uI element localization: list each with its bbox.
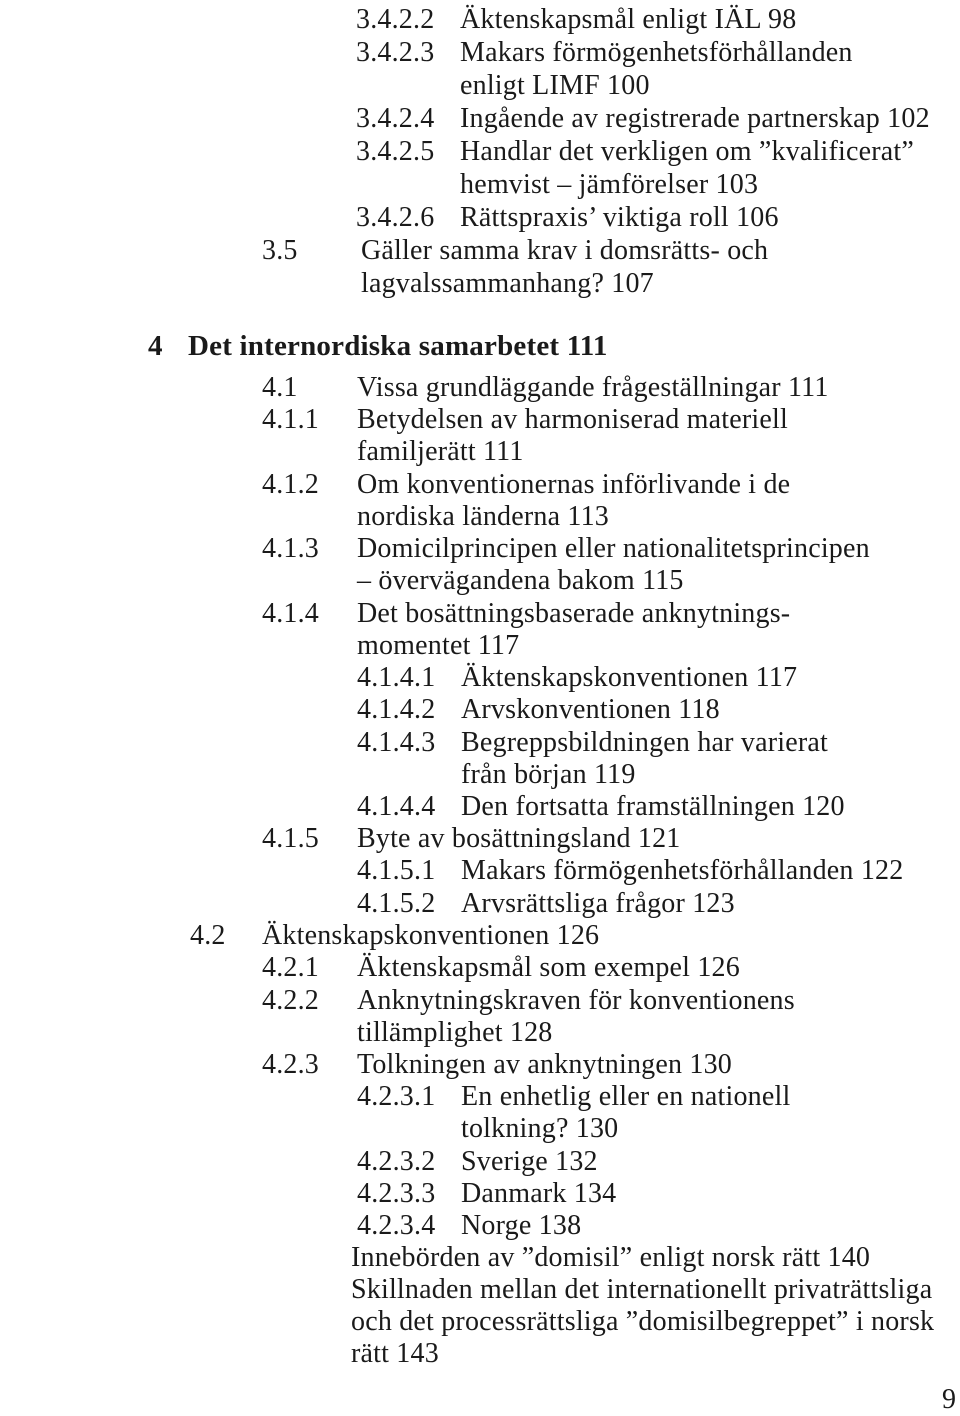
toc-entry-4-2-2 (262, 985, 795, 1017)
toc-entry-4-2-3-3 (357, 1178, 616, 1210)
entry-number: 4.2.3 (262, 1049, 319, 1080)
entry-title: familjerätt 111 (357, 436, 524, 467)
entry-number: 4.1.4 (262, 598, 319, 629)
entry-title: Makars förmögenhetsförhållanden (460, 37, 853, 68)
entry-title: Sverige 132 (461, 1146, 598, 1177)
entry-number: 4.1.4.3 (357, 727, 436, 758)
entry-title: Äktenskapskonventionen 126 (262, 920, 600, 951)
toc-entry-3-4-2-3 (356, 37, 853, 69)
entry-number: 4.1.2 (262, 469, 319, 500)
entry-title: Rättspraxis’ viktiga roll 106 (460, 202, 779, 233)
entry-title: Om konventionernas införlivande i de (357, 469, 791, 500)
entry-title: momentet 117 (357, 630, 520, 661)
toc-entry-4-2 (190, 920, 599, 952)
toc-entry-continuation (461, 1113, 618, 1145)
page-number: 9 (942, 1384, 956, 1415)
toc-entry-4-1-4 (262, 598, 790, 630)
entry-title: Äktenskapsmål enligt IÄL 98 (460, 4, 797, 35)
toc-entry-continuation (357, 436, 524, 468)
entry-number: 3.4.2.4 (356, 103, 435, 134)
toc-entry-continuation (460, 70, 650, 102)
toc-entry-4-1-3 (262, 533, 870, 565)
entry-title: Skillnaden mellan det internationellt privaträttsliga (351, 1274, 933, 1305)
entry-number: 4.1.4.2 (357, 694, 436, 725)
toc-entry-4-2-1 (262, 952, 740, 984)
toc-entry-continuation (357, 565, 684, 597)
entry-number: 3.4.2.2 (356, 4, 435, 35)
toc-entry-3-5 (262, 235, 768, 267)
entry-number: 4.2.3.4 (357, 1210, 436, 1241)
chapter-number: 4 (148, 330, 163, 362)
entry-title: Makars förmögenhetsförhållanden 122 (461, 855, 904, 886)
toc-entry-4-1-4-1 (357, 662, 797, 694)
entry-number: 4.1.3 (262, 533, 319, 564)
toc-entry-continuation (357, 1017, 553, 1049)
entry-number: 4.1.4.1 (357, 662, 436, 693)
entry-title: Betydelsen av harmoniserad materiell (357, 404, 788, 435)
toc-entry-4-1-5 (262, 823, 680, 855)
entry-title: Det bosättningsbaserade anknytnings- (357, 598, 791, 629)
entry-number: 3.4.2.3 (356, 37, 435, 68)
toc-entry-4-2-3-1 (357, 1081, 790, 1113)
toc-entry-4-1 (262, 372, 829, 404)
entry-title: Tolkningen av anknytningen 130 (357, 1049, 732, 1080)
entry-title: Begreppsbildningen har varierat (461, 727, 828, 758)
entry-title: Arvsrättsliga frågor 123 (461, 888, 735, 919)
toc-entry-3-4-2-4 (356, 103, 930, 135)
entry-number: 4.2.2 (262, 985, 319, 1016)
entry-title: Gäller samma krav i domsrätts- och (361, 235, 769, 266)
toc-entry-4-1-1 (262, 404, 788, 436)
chapter-title: Det internordiska samarbetet 111 (188, 330, 608, 362)
toc-entry-continuation (351, 1338, 439, 1370)
toc-entry-4-2-3-2 (357, 1146, 598, 1178)
entry-title: hemvist – jämförelser 103 (460, 169, 759, 200)
entry-title: Innebörden av ”domisil” enligt norsk rätt 140 (351, 1242, 871, 1273)
entry-title: nordiska länderna 113 (357, 501, 609, 532)
toc-entry-4-2-3 (262, 1049, 732, 1081)
entry-title: Vissa grundläggande frågeställningar 111 (357, 372, 829, 403)
entry-number: 4.2.3.3 (357, 1178, 436, 1209)
toc-entry-4-1-4-3 (357, 727, 828, 759)
entry-title: tillämplighet 128 (357, 1017, 553, 1048)
entry-title: rätt 143 (351, 1338, 439, 1369)
entry-number: 4.1.5.2 (357, 888, 436, 919)
toc-entry-continuation (357, 630, 519, 662)
entry-number: 4.1.4.4 (357, 791, 436, 822)
entry-number: 4.1 (262, 372, 298, 403)
entry-title: Byte av bosättningsland 121 (357, 823, 681, 854)
entry-title: En enhetlig eller en nationell (461, 1081, 791, 1112)
entry-title: och det processrättsliga ”domisilbegreppet” i norsk (351, 1306, 935, 1337)
toc-entry-4-2-3-4 (357, 1210, 581, 1242)
entry-title: Den fortsatta framställningen 120 (461, 791, 845, 822)
toc-entry-continuation (461, 759, 636, 791)
entry-title: tolkning? 130 (461, 1113, 619, 1144)
entry-title: Äktenskapsmål som exempel 126 (357, 952, 740, 983)
toc-entry-4-1-2 (262, 469, 790, 501)
entry-title: Äktenskapskonventionen 117 (461, 662, 798, 693)
entry-number: 3.4.2.6 (356, 202, 435, 233)
entry-title: enligt LIMF 100 (460, 70, 650, 101)
toc-entry-continuation (361, 268, 654, 300)
entry-number: 4.2.3.2 (357, 1146, 436, 1177)
toc-entry-4-1-4-2 (357, 694, 720, 726)
entry-title: – övervägandena bakom 115 (357, 565, 684, 596)
entry-number: 4.2.1 (262, 952, 319, 983)
entry-number: 4.1.5.1 (357, 855, 436, 886)
toc-entry-3-4-2-2 (356, 4, 796, 36)
toc-entry-continuation (460, 169, 758, 201)
entry-title: Domicilprincipen eller nationalitetsprincipen (357, 533, 870, 564)
toc-entry-3-4-2-6 (356, 202, 779, 234)
toc-entry-4-1-4-4 (357, 791, 845, 823)
toc-entry-continuation (351, 1306, 934, 1338)
toc-entry-continuation (357, 501, 609, 533)
entry-title: Arvskonventionen 118 (461, 694, 720, 725)
entry-number: 3.4.2.5 (356, 136, 435, 167)
toc-chapter-4 (148, 330, 608, 362)
entry-number: 4.1.5 (262, 823, 319, 854)
entry-title: lagvalssammanhang? 107 (361, 268, 654, 299)
toc-entry-4-1-5-2 (357, 888, 735, 920)
entry-title: Danmark 134 (461, 1178, 617, 1209)
entry-title: Ingående av registrerade partnerskap 102 (460, 103, 930, 134)
entry-number: 4.2 (190, 920, 226, 951)
entry-number: 4.2.3.1 (357, 1081, 436, 1112)
entry-title: Anknytningskraven för konventionens (357, 985, 795, 1016)
entry-title: Norge 138 (461, 1210, 582, 1241)
entry-number: 3.5 (262, 235, 298, 266)
toc-subentry (351, 1274, 932, 1306)
entry-title: Handlar det verkligen om ”kvalificerat” (460, 136, 915, 167)
toc-subentry (351, 1242, 870, 1274)
entry-number: 4.1.1 (262, 404, 319, 435)
entry-title: från början 119 (461, 759, 636, 790)
toc-entry-3-4-2-5 (356, 136, 914, 168)
toc-entry-4-1-5-1 (357, 855, 903, 887)
